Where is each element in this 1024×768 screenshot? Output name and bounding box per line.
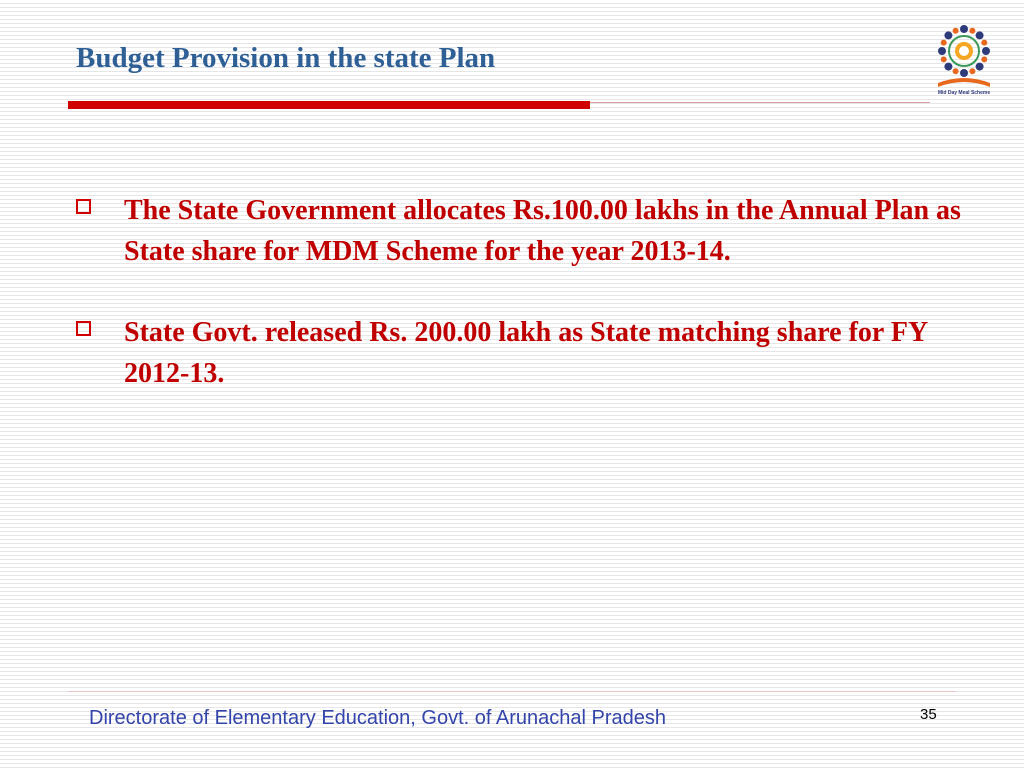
slide-title: Budget Provision in the state Plan (76, 42, 496, 74)
bullet-item (70, 190, 970, 272)
bullet-item (70, 312, 970, 394)
square-bullet-icon (76, 321, 91, 336)
bullet-text: State Govt. released Rs. 200.00 lakh as State matching share for FY 2012-13. (124, 317, 928, 389)
square-bullet-icon (76, 199, 91, 214)
logo-caption: Mid Day Meal Scheme (937, 90, 991, 96)
footer-divider (68, 691, 956, 692)
title-accent-bar (68, 101, 590, 109)
bullet-list (70, 190, 970, 434)
slide-number: 35 (920, 706, 937, 723)
bullet-text: The State Government allocates Rs.100.00 lakhs in the Annual Plan as State share for MDM Scheme for the year 2013-14. (124, 195, 961, 267)
footer-text: Directorate of Elementary Education, Govt. of Arunachal Pradesh (89, 707, 666, 729)
